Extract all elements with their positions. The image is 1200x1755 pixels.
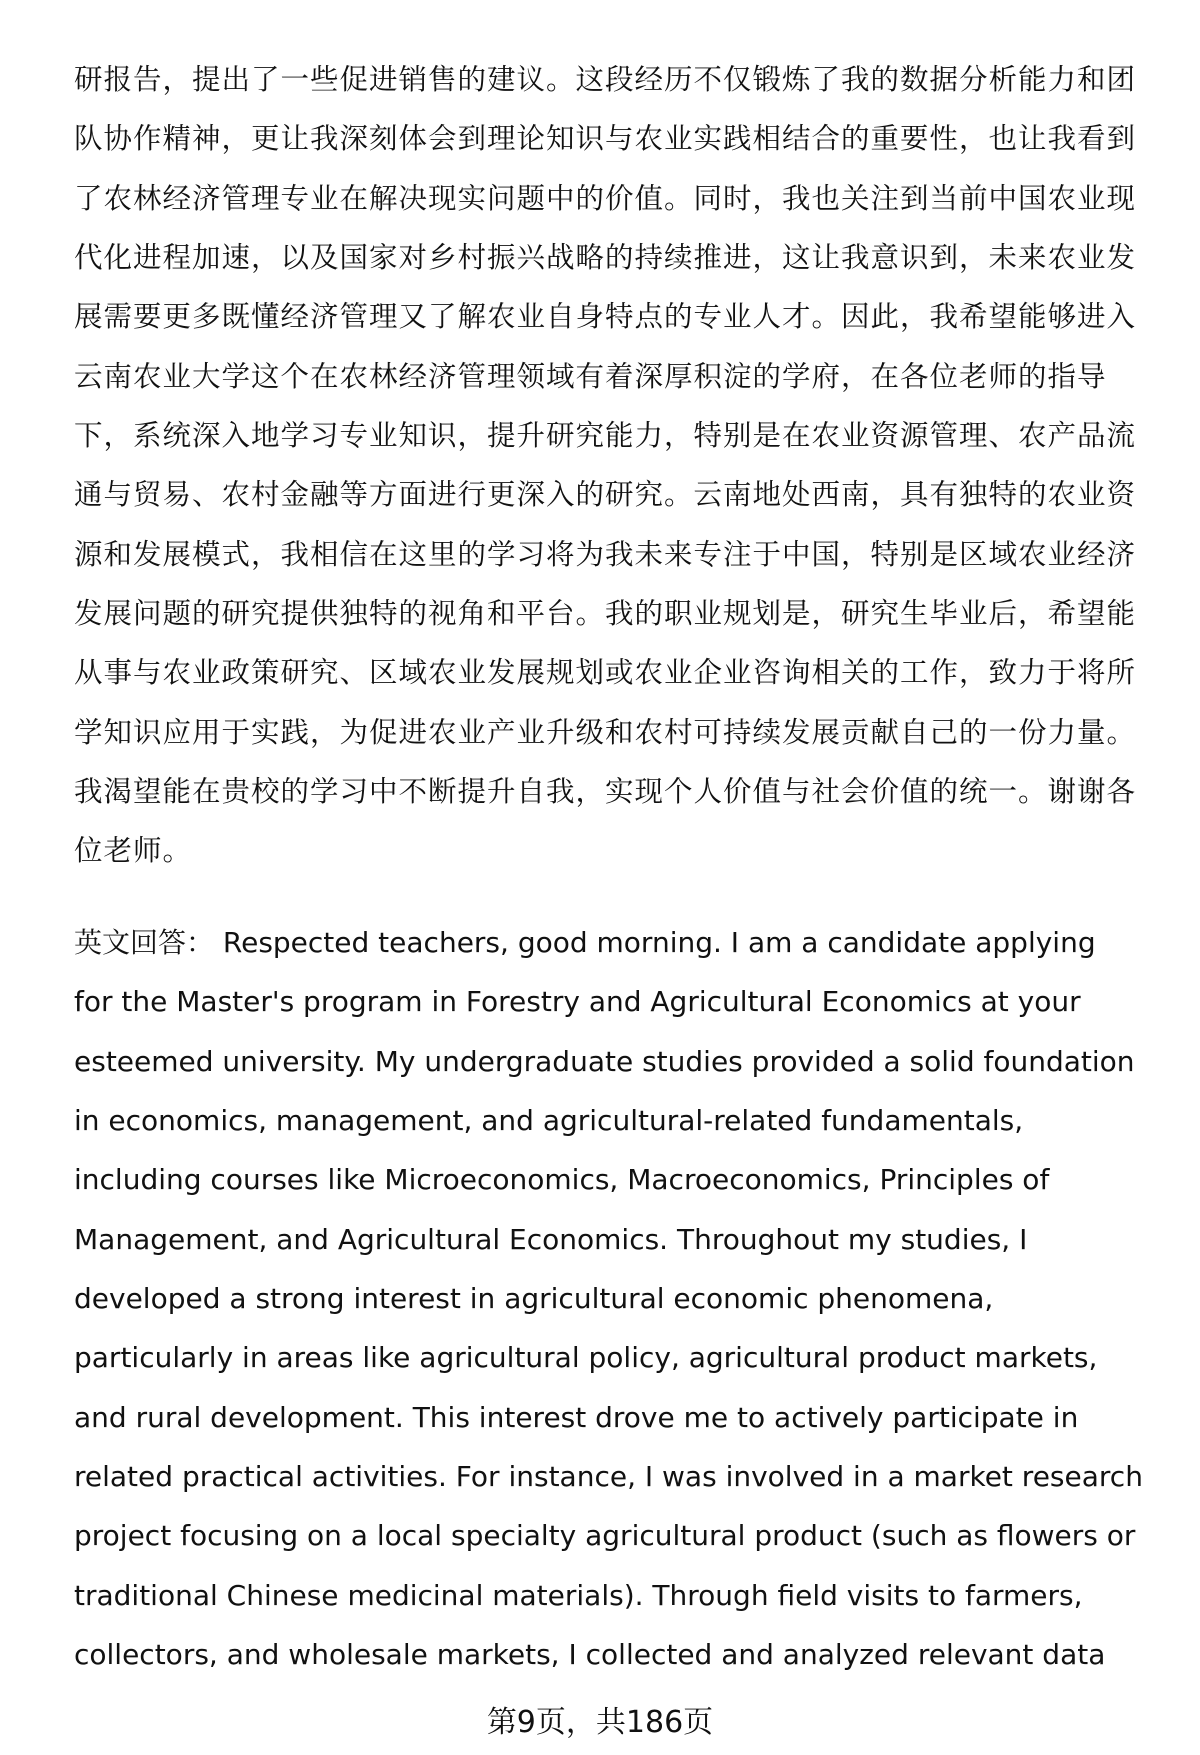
page-number-footer: 第9页，共186页 — [486, 1705, 714, 1740]
text-line: 英文回答： Respected teachers, good morning. I am a candidate applying — [74, 926, 1096, 959]
text-line: for the Master's program in Forestry and Agricultural Economics at your — [74, 985, 1081, 1018]
text-line: 学知识应用于实践，为促进农业产业升级和农村可持续发展贡献自己的一份力量。 — [74, 716, 1137, 749]
text-line: related practical activities. For instance, I was involved in a market research — [74, 1460, 1143, 1493]
text-line: 研报告，提出了一些促进销售的建议。这段经历不仅锻炼了我的数据分析能力和团 — [74, 63, 1137, 96]
text-line: 我渴望能在贵校的学习中不断提升自我，实现个人价值与社会价值的统一。谢谢各 — [74, 775, 1137, 808]
text-line: esteemed university. My undergraduate studies provided a solid foundation — [74, 1045, 1135, 1078]
text-line: particularly in areas like agricultural policy, agricultural product markets, — [74, 1341, 1098, 1374]
text-line: 通与贸易、农村金融等方面进行更深入的研究。云南地处西南，具有独特的农业资 — [74, 478, 1137, 511]
text-line: developed a strong interest in agricultural economic phenomena, — [74, 1282, 994, 1315]
text-line: in economics, management, and agricultural-related fundamentals, — [74, 1104, 1024, 1137]
text-line: 发展问题的研究提供独特的视角和平台。我的职业规划是，研究生毕业后，希望能 — [74, 597, 1137, 630]
text-line: collectors, and wholesale markets, I collected and analyzed relevant data — [74, 1638, 1106, 1671]
text-line: project focusing on a local specialty agricultural product (such as flowers or — [74, 1519, 1136, 1552]
text-line: 源和发展模式，我相信在这里的学习将为我未来专注于中国，特别是区域农业经济 — [74, 538, 1137, 571]
text-line: 队协作精神，更让我深刻体会到理论知识与农业实践相结合的重要性，也让我看到 — [74, 122, 1137, 155]
text-line: 从事与农业政策研究、区域农业发展规划或农业企业咨询相关的工作，致力于将所 — [74, 656, 1137, 689]
text-line: 了农林经济管理专业在解决现实问题中的价值。同时，我也关注到当前中国农业现 — [74, 182, 1137, 215]
text-line: 下，系统深入地学习专业知识，提升研究能力，特别是在农业资源管理、农产品流 — [74, 419, 1137, 452]
text-line: Management, and Agricultural Economics. Throughout my studies, I — [74, 1223, 1028, 1256]
text-line: traditional Chinese medicinal materials). Through field visits to farmers, — [74, 1579, 1083, 1612]
text-line: 云南农业大学这个在农林经济管理领域有着深厚积淀的学府，在各位老师的指导 — [74, 360, 1107, 393]
text-line: 位老师。 — [74, 834, 193, 867]
text-line: including courses like Microeconomics, Macroeconomics, Principles of — [74, 1163, 1050, 1196]
text-line: and rural development. This interest drove me to actively participate in — [74, 1401, 1079, 1434]
text-line: 展需要更多既懂经济管理又了解农业自身特点的专业人才。因此，我希望能够进入 — [74, 300, 1137, 333]
text-line: 代化进程加速，以及国家对乡村振兴战略的持续推进，这让我意识到，未来农业发 — [74, 241, 1137, 274]
